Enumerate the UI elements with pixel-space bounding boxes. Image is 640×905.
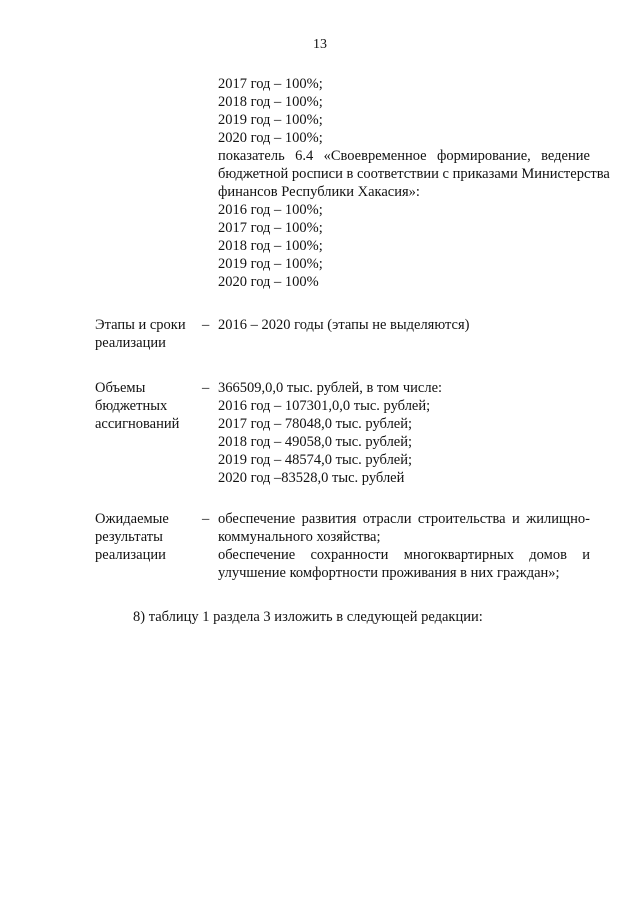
word: домов [529, 547, 567, 563]
indicator-6-4-line3: финансов Республики Хакасия»: [218, 184, 420, 200]
results-label-line: результаты [95, 529, 163, 545]
word: развития [301, 511, 357, 527]
indicator-line: 2018 год – 100%; [218, 94, 323, 110]
word: многоквартирных [403, 547, 515, 563]
funding-label-line: бюджетных [95, 398, 168, 414]
results-label-line: реализации [95, 547, 166, 563]
stages-value: 2016 – 2020 годы (этапы не выделяются) [218, 317, 470, 333]
funding-value-line: 2016 год – 107301,0,0 тыс. рублей; [218, 398, 431, 414]
stages-label-line: реализации [95, 335, 166, 351]
funding-value-line: 2020 год –83528,0 тыс. рублей [218, 470, 405, 486]
results-line1 [218, 510, 590, 528]
word: отрасли [362, 511, 412, 527]
word: сохранности [310, 547, 389, 563]
results-line2: коммунального хозяйства; [218, 529, 381, 545]
funding-value-line: 2017 год – 78048,0 тыс. рублей; [218, 416, 413, 432]
word: 6.4 [295, 148, 314, 164]
results-line4: улучшение комфортности проживания в них граждан»; [218, 565, 560, 581]
word: «Своевременное [323, 148, 427, 164]
indicator-6-4-line1 [218, 147, 590, 165]
word: и [512, 511, 520, 527]
indicator-line: 2020 год – 100%; [218, 130, 323, 146]
funding-value-line: 2018 год – 49058,0 тыс. рублей; [218, 434, 413, 450]
indicator-line: 2018 год – 100%; [218, 238, 323, 254]
indicator-line: 2020 год – 100% [218, 274, 319, 290]
word: обеспечение [218, 511, 296, 527]
results-label-line: Ожидаемые [95, 511, 169, 527]
indicator-line: 2016 год – 100%; [218, 202, 323, 218]
funding-dash: – [202, 380, 210, 396]
stages-dash: – [202, 317, 210, 333]
stages-label-line: Этапы и сроки [95, 317, 186, 333]
word: показатель [218, 148, 285, 164]
word: формирование, [437, 148, 531, 164]
page-number: 13 [313, 37, 327, 52]
indicator-line: 2017 год – 100%; [218, 76, 323, 92]
word: жилищно- [526, 511, 590, 527]
word: строительства [417, 511, 506, 527]
closing-paragraph: 8) таблицу 1 раздела 3 изложить в следующей редакции: [133, 609, 483, 625]
indicator-6-4-line2: бюджетной росписи в соответствии с приказами Министерства [218, 166, 610, 182]
indicator-line: 2019 год – 100%; [218, 112, 323, 128]
funding-label-line: ассигнований [95, 416, 180, 432]
funding-label-line: Объемы [95, 380, 146, 396]
word: и [582, 547, 590, 563]
results-dash: – [202, 511, 210, 527]
results-line3 [218, 546, 590, 564]
indicator-line: 2017 год – 100%; [218, 220, 323, 236]
funding-value-line: 366509,0,0 тыс. рублей, в том числе: [218, 380, 443, 396]
word: ведение [541, 148, 590, 164]
indicator-line: 2019 год – 100%; [218, 256, 323, 272]
funding-value-line: 2019 год – 48574,0 тыс. рублей; [218, 452, 413, 468]
word: обеспечение [218, 547, 296, 563]
